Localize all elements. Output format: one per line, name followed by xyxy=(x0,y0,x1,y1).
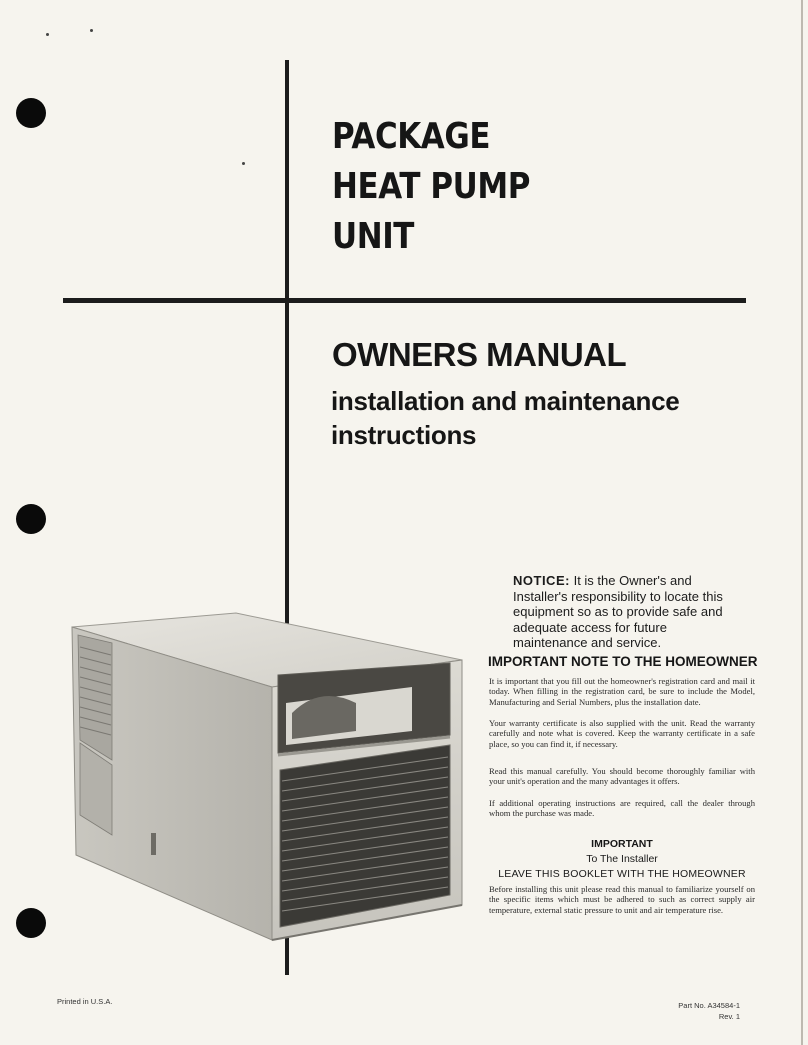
homeowner-paragraph: Read this manual carefully. You should become thoroughly familiar with your unit's operation and the many advantages it offers. xyxy=(489,766,755,787)
title-line: HEAT PUMP xyxy=(332,166,530,207)
heat-pump-unit-image xyxy=(66,605,466,950)
homeowner-heading: IMPORTANT NOTE TO THE HOMEOWNER xyxy=(488,654,758,669)
title-line: PACKAGE xyxy=(332,116,491,157)
manual-title: OWNERS MANUAL xyxy=(332,336,627,373)
product-title xyxy=(332,112,562,262)
installer-instruction: LEAVE THIS BOOKLET WITH THE HOMEOWNER xyxy=(498,868,746,880)
subtitle-line: instructions xyxy=(331,420,477,450)
binder-hole xyxy=(16,98,46,128)
subtitle-line: installation and maintenance xyxy=(331,386,680,416)
homeowner-paragraph: It is important that you fill out the homeowner's registration card and mail it today. When filling in the registration card, be sure to include the Model, Manufacturing and Serial Numbers, plus the installation date. xyxy=(489,676,755,707)
page-edge xyxy=(801,0,803,1045)
homeowner-paragraph: If additional operating instructions are required, call the dealer through whom the purchase was made. xyxy=(489,798,755,819)
installer-subheading: To The Installer xyxy=(586,853,658,865)
installer-text: Before installing this unit please read this manual to familiarize yourself on the specific items which must be adhered to such as correct supply air temperature, external static pressure to unit and air temperature rise. xyxy=(489,884,755,915)
installer-heading: IMPORTANT xyxy=(591,838,653,850)
part-number: Part No. A34584-1 xyxy=(678,1001,740,1010)
scan-speck xyxy=(46,33,49,36)
homeowner-paragraph: Your warranty certificate is also supplied with the unit. Read the warranty carefully and note what is covered. Keep the warranty certificate in a safe place, so you can find it, if necessary. xyxy=(489,718,755,749)
notice-label: NOTICE: xyxy=(513,573,570,588)
printed-in: Printed in U.S.A. xyxy=(57,997,113,1006)
scan-speck xyxy=(90,29,93,32)
title-line: UNIT xyxy=(332,216,414,257)
revision: Rev. 1 xyxy=(718,1012,740,1021)
scan-speck xyxy=(242,162,245,165)
binder-hole xyxy=(16,504,46,534)
notice-text: It is the Owner's and Installer's responsibility to locate this equipment so as to provide safe and adequate access for future maintenance and service. xyxy=(513,573,723,650)
notice-box xyxy=(513,573,738,651)
binder-hole xyxy=(16,908,46,938)
horizontal-rule xyxy=(63,298,746,303)
